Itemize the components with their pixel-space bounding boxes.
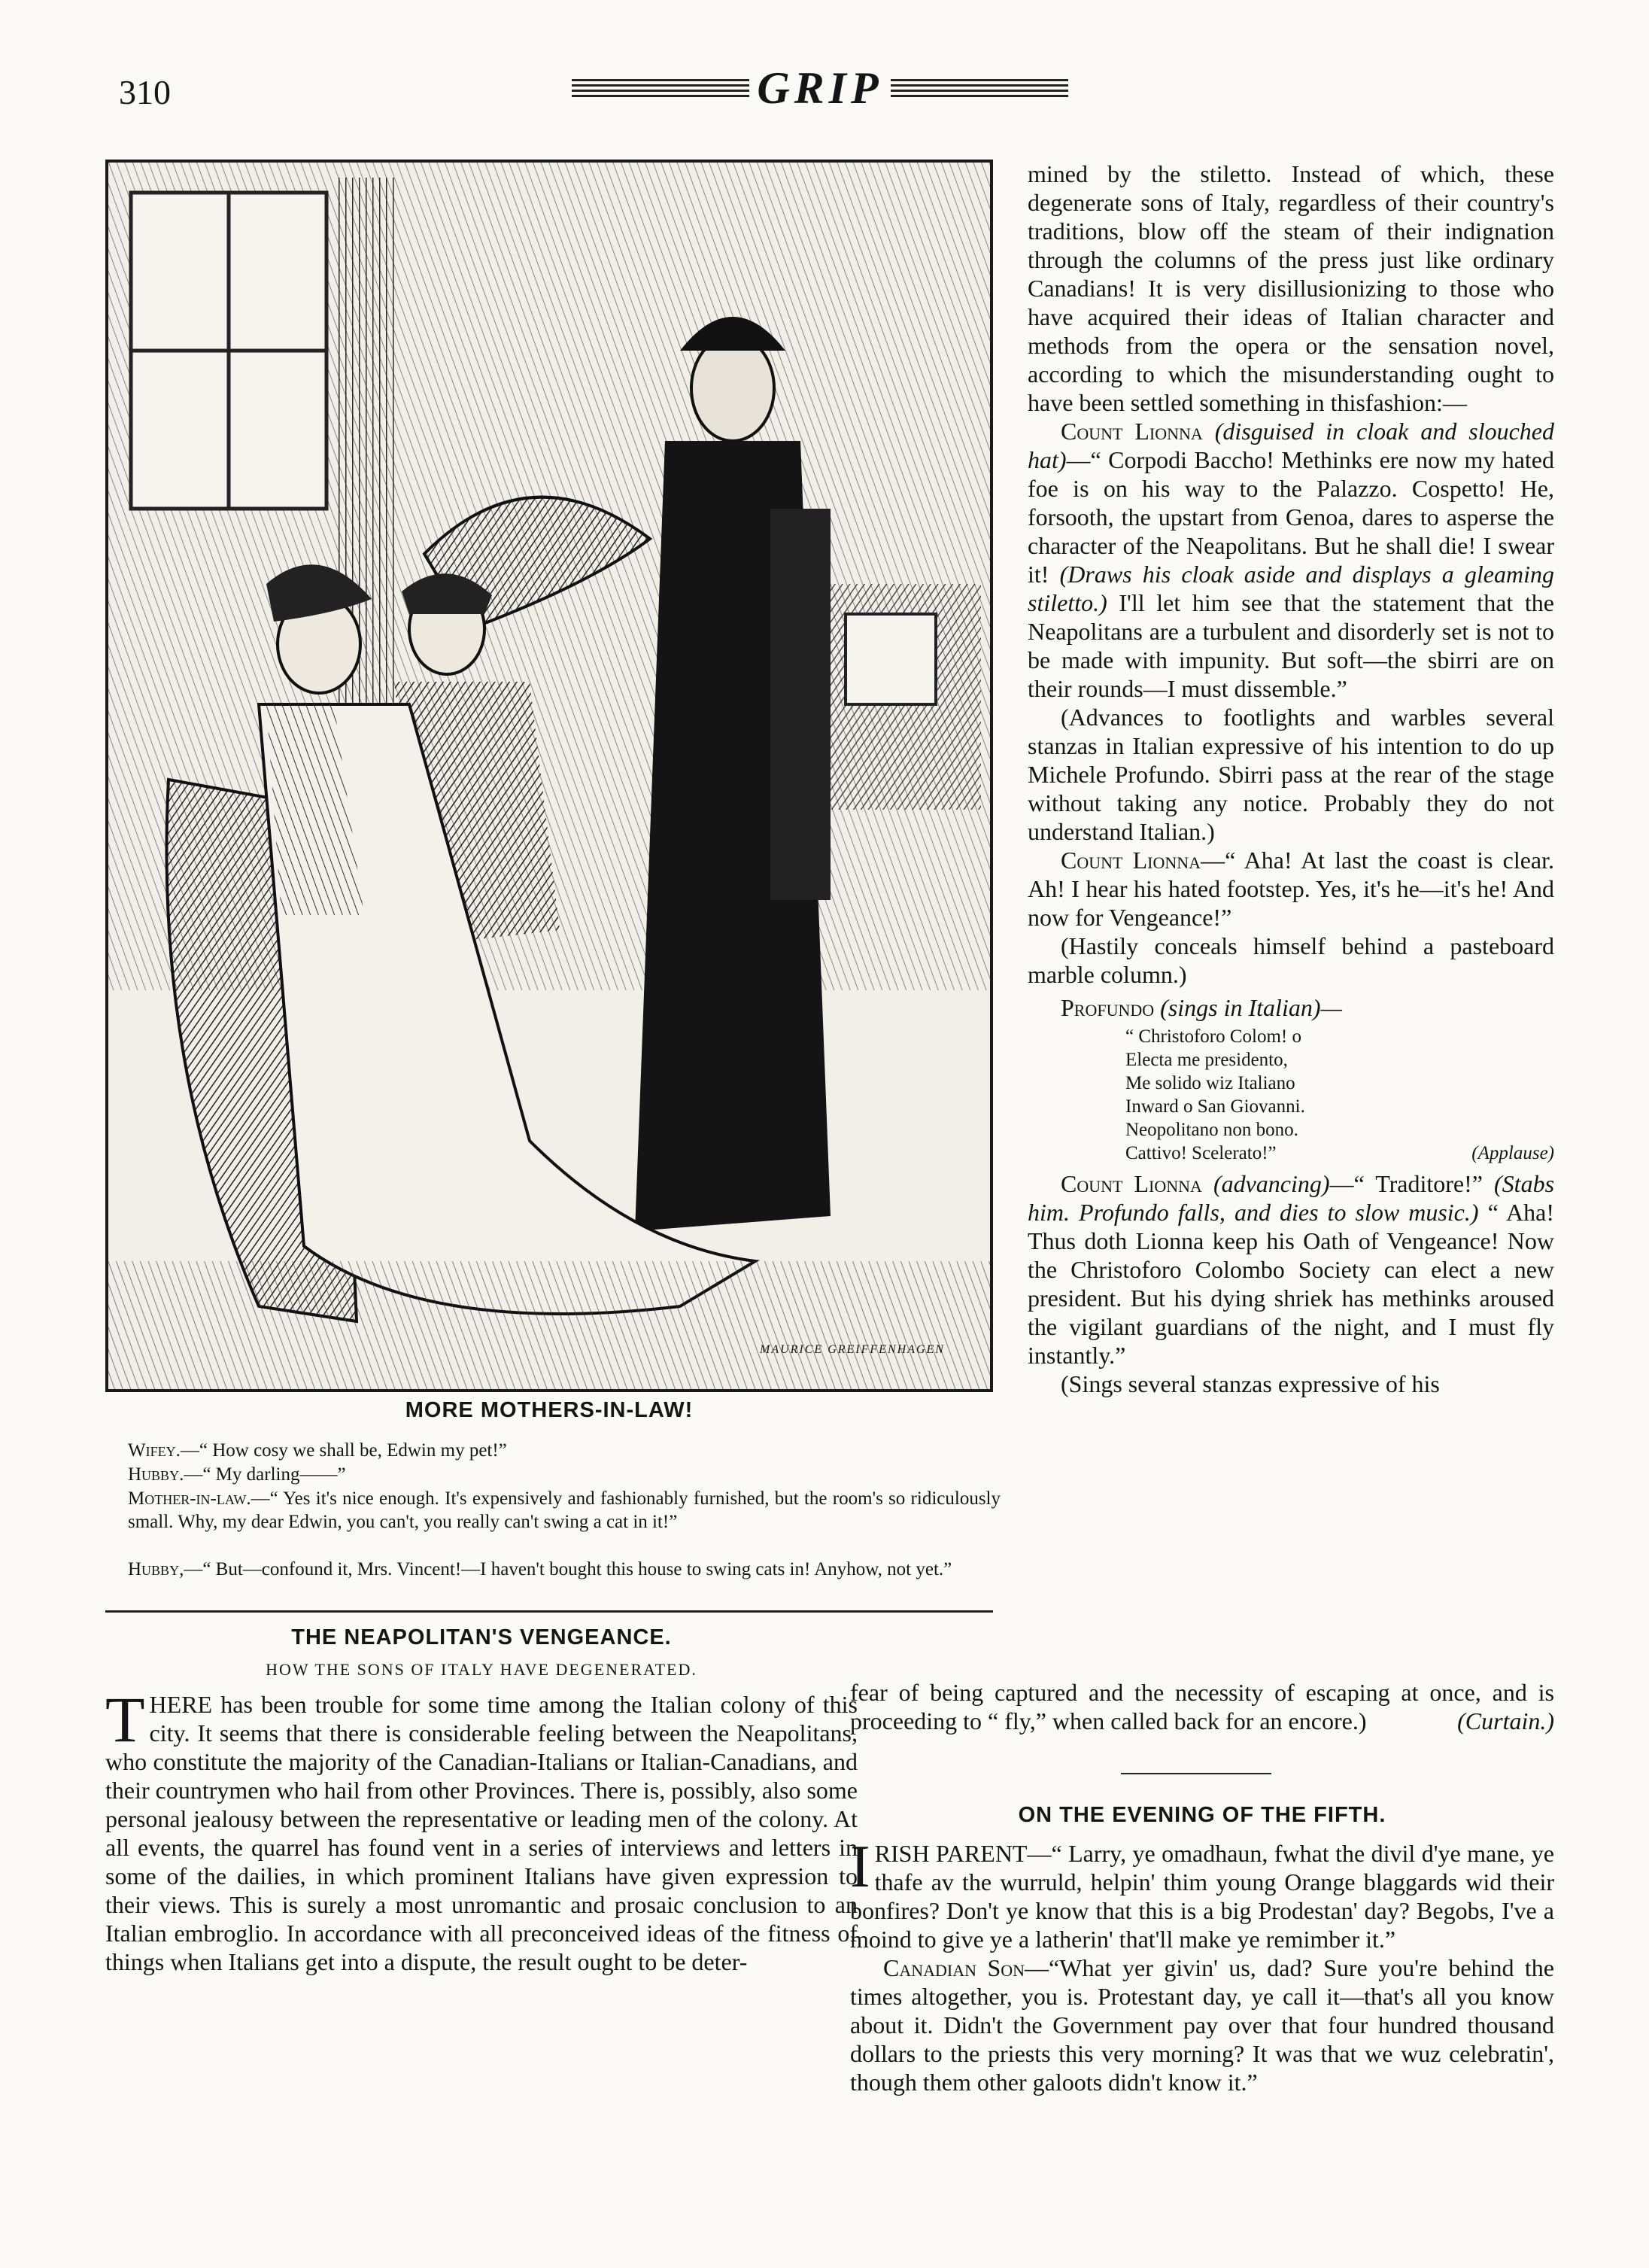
cartoon-title: MORE MOTHERS-IN-LAW! <box>405 1398 694 1422</box>
speech: —“ How cosy we shall be, Edwin my pet!” <box>180 1440 507 1461</box>
stage-paragraph: fear of being captured and the necessity of escaping at once, and is proceeding to “ fly,” when called back for an encore.) <box>850 1679 1554 1734</box>
dialogue-paragraph <box>850 1953 1554 2096</box>
artist-signature: MAURICE GREIFFENHAGEN <box>760 1343 945 1356</box>
speech: —“ My darling——” <box>184 1464 346 1485</box>
verse-line: Neopolitano non bono. <box>1125 1120 1298 1140</box>
cartoon-illustration <box>105 160 993 1392</box>
article2-body <box>850 1834 1555 2096</box>
masthead-rule-right <box>891 79 1068 97</box>
speaker: Profundo <box>1061 994 1155 1021</box>
drop-cap: T <box>105 1683 145 1756</box>
article-body-right <box>1028 160 1554 1398</box>
stage-paragraph: (Sings several stanzas expressive of his <box>1061 1370 1440 1397</box>
verse-line: Electa me presidento, <box>1125 1050 1288 1070</box>
speech: —“ But—confound it, Mrs. Vincent!—I haven't bought this house to swing cats in! Anyhow, not yet.” <box>184 1559 952 1579</box>
speaker: Canadian Son <box>883 1954 1025 1981</box>
verse-line: “ Christoforo Colom! o <box>1125 1026 1302 1047</box>
stage-paragraph: (Hastily conceals himself behind a pasteboard marble column.) <box>1028 932 1554 988</box>
article-title: ON THE EVENING OF THE FIFTH. <box>1018 1803 1386 1827</box>
short-divider <box>1121 1773 1271 1774</box>
speaker: Wifey. <box>128 1440 181 1461</box>
verse-line: Inward o San Giovanni. <box>1125 1096 1305 1117</box>
speech: —“ Yes it's nice enough. It's expensively and fashionably furnished, but the room's so ridiculously small. Why, my dear Edwin, you can't, you really can't swing a cat in it!” <box>128 1488 1001 1532</box>
song-verse <box>1125 1025 1554 1165</box>
paragraph: mined by the stiletto. Instead of which, these degenerate sons of Italy, regardless of their country's traditions, blow off the steam of their indignation through the columns of the press just like ordinary Canadians! It is very disillusionizing to those who have acquired their ideas of Italian character and methods from the opera or the sensation novel, according to which the misunderstanding ought to have been settled something in thisfashion:— <box>1028 160 1554 416</box>
dialogue-paragraph <box>1028 417 1554 703</box>
speaker: Hubby, <box>128 1559 184 1579</box>
paragraph: HERE has been trouble for some time among the Italian colony of this city. It seems that there is considerable feeling between the Neapolitans, who constitute the majority of the Canadian-Italians or Italian-Canadians, and their countrymen who hail from other Provinces. There is, possibly, also some personal jealousy between the representative or leading men of the colony. At all events, the quarrel has found vent in a series of interviews and letters in some of the dailies, in which prominent Italians have given expression to their views. This is surely a most unromantic and prosaic conclusion to an Italian embroglio. In accordance with all preconceived ideas of the fitness of things when Italians get into a dispute, the result ought to be deter- <box>105 1691 858 1975</box>
dialogue-paragraph <box>850 1834 1555 1953</box>
speech: —“ Aha! At last the coast is clear. Ah! I hear his hated footstep. Yes, it's he—it's he! And now for Vengeance!” <box>1028 847 1555 931</box>
dialogue-line <box>128 1558 1001 1581</box>
verse-line-final <box>1125 1142 1554 1165</box>
article-title: THE NEAPOLITAN'S VENGEANCE. <box>291 1625 672 1649</box>
stage-direction: (advancing) <box>1213 1170 1330 1197</box>
dialogue-line <box>128 1487 1001 1534</box>
stage-direction: (Draws his cloak aside and displays a gleaming stiletto.) <box>1028 561 1554 616</box>
masthead-title: GRIP <box>757 62 883 113</box>
speech: —“What yer givin' us, dad? Sure you're behind the times altogether, you is. Protestant day, ye call it—that's all you know about it. Didn't the Government pay over that four hundred thousand dollars to the priests this very morning? It was that we wuz celebratin', though them other galoots didn't know it.” <box>850 1954 1555 2096</box>
section-divider <box>105 1610 993 1613</box>
illustration-drawing <box>108 163 990 1389</box>
curtain-note: (Curtain.) <box>1457 1707 1554 1734</box>
page-number: 310 <box>119 73 171 111</box>
stage-direction: (Stabs him. Profundo falls, and dies to slow music.) <box>1028 1170 1555 1226</box>
speech: I'll let him see that the statement that the Neapolitans are a turbulent and disorderly set is not to be made with impunity. But soft—the sbirri are on their rounds—I must dissemble.” <box>1028 589 1554 702</box>
applause-note: (Applause) <box>1471 1143 1554 1163</box>
stage-direction: (sings in Italian)— <box>1160 994 1342 1021</box>
speech: “ Aha! Thus doth Lionna keep his Oath of Vengeance! Now the Christoforo Colombo Society can elect a new president. But his dying shriek has methinks aroused the vigilant guardians of the night, and I must fly instantly.” <box>1028 1199 1555 1369</box>
speech: —“ Larry, ye omadhaun, fwhat the divil d'ye mane, ye thafe av the wurruld, helpin' thim young Orange blaggards wid their bonfires? Don't ye know that this is a big Prodestan' day? Begobs, I've a moind to give ye a latherin' that'll make ye remimber it.” <box>850 1840 1555 1953</box>
speaker: Count Lionna <box>1061 847 1201 874</box>
masthead <box>572 62 1068 114</box>
verse-line: Cattivo! Scelerato!” <box>1125 1143 1277 1163</box>
article-subtitle: HOW THE SONS OF ITALY HAVE DEGENERATED. <box>266 1660 697 1679</box>
dialogue-paragraph <box>1028 1169 1554 1370</box>
stage-paragraph: (Advances to footlights and warbles several stanzas in Italian expressive of his intention to do up Michele Profundo. Sbirri pass at the rear of the stage without taking any notice. Probably they do not understand Italian.) <box>1028 704 1554 845</box>
speaker: Mother-in-law. <box>128 1488 251 1509</box>
dialogue-paragraph <box>1028 993 1554 1022</box>
article-body-continued <box>850 1678 1554 1735</box>
verse-line: Me solido wiz Italiano <box>1125 1073 1295 1093</box>
speech: —“ Corpodi Baccho! Methinks ere now my hated foe is on his way to the Palazzo. Cospetto! He, forsooth, the upstart from Genoa, dares to asperse the character of the Neapolitans. But he shall die! I swear it! <box>1028 446 1554 588</box>
speaker: Count Lionna <box>1061 1170 1202 1197</box>
dialogue-line <box>128 1439 1001 1462</box>
speaker: Count Lionna <box>1061 418 1203 445</box>
speaker: Hubby. <box>128 1464 184 1485</box>
dialogue-line <box>128 1463 1001 1486</box>
article-body-left <box>105 1683 858 1976</box>
speech: —“ Traditore!” <box>1329 1170 1483 1197</box>
speaker: RISH PARENT <box>874 1840 1028 1867</box>
drop-cap: I <box>850 1834 870 1900</box>
stage-direction: (disguised in cloak and slouched hat) <box>1028 418 1555 473</box>
dialogue-paragraph <box>1028 846 1554 932</box>
masthead-rule-left <box>572 79 749 97</box>
